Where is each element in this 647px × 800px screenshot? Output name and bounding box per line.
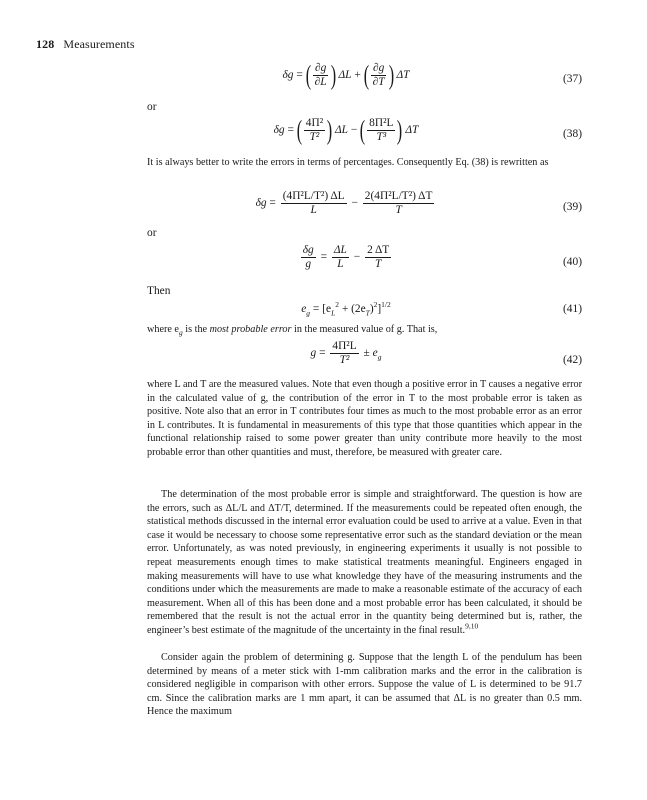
paragraph-determination: The determination of the most probable error is simple and straightforward. The question is how are the errors, such as ΔL/L and ΔT/T, determined. If the measurements could be repeated often enough, the statistical methods discussed in the internal error evaluation could be used to arrive at a value. Even in that case it would be necessary to choose some representative error such as the standard deviation or the mean error. Unfortunately, as was noted previously, in engineering experiments it usually is not possible to repeat measurements enough times to make statistical treatments meaningful. Engineers engaged in making measurements will have to use what knowledge they have of the measuring instruments and the conditions under which the measurements are made to make a reasonable estimate of the accuracy of each measurement. When all of this has been done and a most probable error has been calculated, it should be remembered that the result is not the actual error in the quantity being determined but is, rather, the engineer’s best estimate of the magnitude of the uncertainty in the final result.$^{9,10}$ bbox=[147, 489, 582, 636]
equation-number: (42) bbox=[563, 354, 582, 366]
connector-or: or bbox=[147, 227, 157, 239]
equation-number: (39) bbox=[563, 201, 582, 213]
equation-number: (37) bbox=[563, 73, 582, 85]
equation-39: δg = $\frac{\text{(4Π²L/T²) ΔL}}{L}$ − $\frac{\text{2(4Π²L/T²) ΔT}}{T}$ (39) bbox=[255, 190, 582, 216]
page-header bbox=[36, 37, 135, 52]
connector-then: Then bbox=[147, 285, 171, 297]
equation-41: $e_g = [e_L^2 + (2e_T)^2]^{1/2}$ (41) bbox=[301, 300, 582, 318]
equation-40: $\frac{\delta g}{g}$ = $\frac{\Delta L}{L}$ − $\frac{2 \Delta T}{T}$ (40) bbox=[302, 244, 582, 270]
equation-number: (40) bbox=[563, 256, 582, 268]
equation-38: δg = ( $\frac{\text{4Π²}}{\text{T²}}$ ) ΔL − ( $\frac{\text{8Π²L}}{\text{T³}}$ ) ΔT (38) bbox=[273, 115, 582, 145]
paragraph-pendulum: Consider again the problem of determining g. Suppose that the length L of the pendulum has been determined by means of a meter stick with 1-mm calibration marks and the error in the calibration is considered negligible in comparison with other errors. Suppose the value of L is determined to be 91.7 cm. Since the calibration marks are 1 mm apart, it can be assumed that ΔL is no greater than 0.5 mm. Hence the maximum bbox=[147, 652, 582, 718]
connector-or: or bbox=[147, 101, 157, 113]
equation-42: g = $\frac{\text{4Π²L}}{\text{T²}}$ ± $e_g$ (42) bbox=[310, 340, 582, 366]
paragraph-measured-values: where L and T are the measured values. Note that even though a positive error in T causes a negative error in the calculated value of g, the contribution of the error in T to the most probable error is taken as positive. Note also that an error in T contributes four times as much to the most probable error as an error in L contributes. It is fundamental in measurements of this type that those quantities which appear in the functional relationship raised to some power greater than unity contribute more heavily to the most probable error than other quantities and must, therefore, be measured with greater care. bbox=[147, 379, 582, 458]
running-title: Measurements bbox=[63, 37, 135, 51]
paragraph-most-probable: where $e_g$ is the most probable error in the measured value of g. That is, bbox=[147, 324, 438, 338]
equation-37: δg = ( $\frac{\partial g}{\partial L}$ ) ΔL + ( $\frac{\partial g}{\partial T}$ ) ΔT (37) bbox=[282, 60, 582, 90]
paragraph-intro: It is always better to write the errors in terms of percentages. Consequently Eq. (38) is rewritten as bbox=[147, 157, 549, 168]
page-number: 128 bbox=[36, 37, 55, 51]
equation-number: (41) bbox=[563, 303, 582, 315]
equation-number: (38) bbox=[563, 128, 582, 140]
